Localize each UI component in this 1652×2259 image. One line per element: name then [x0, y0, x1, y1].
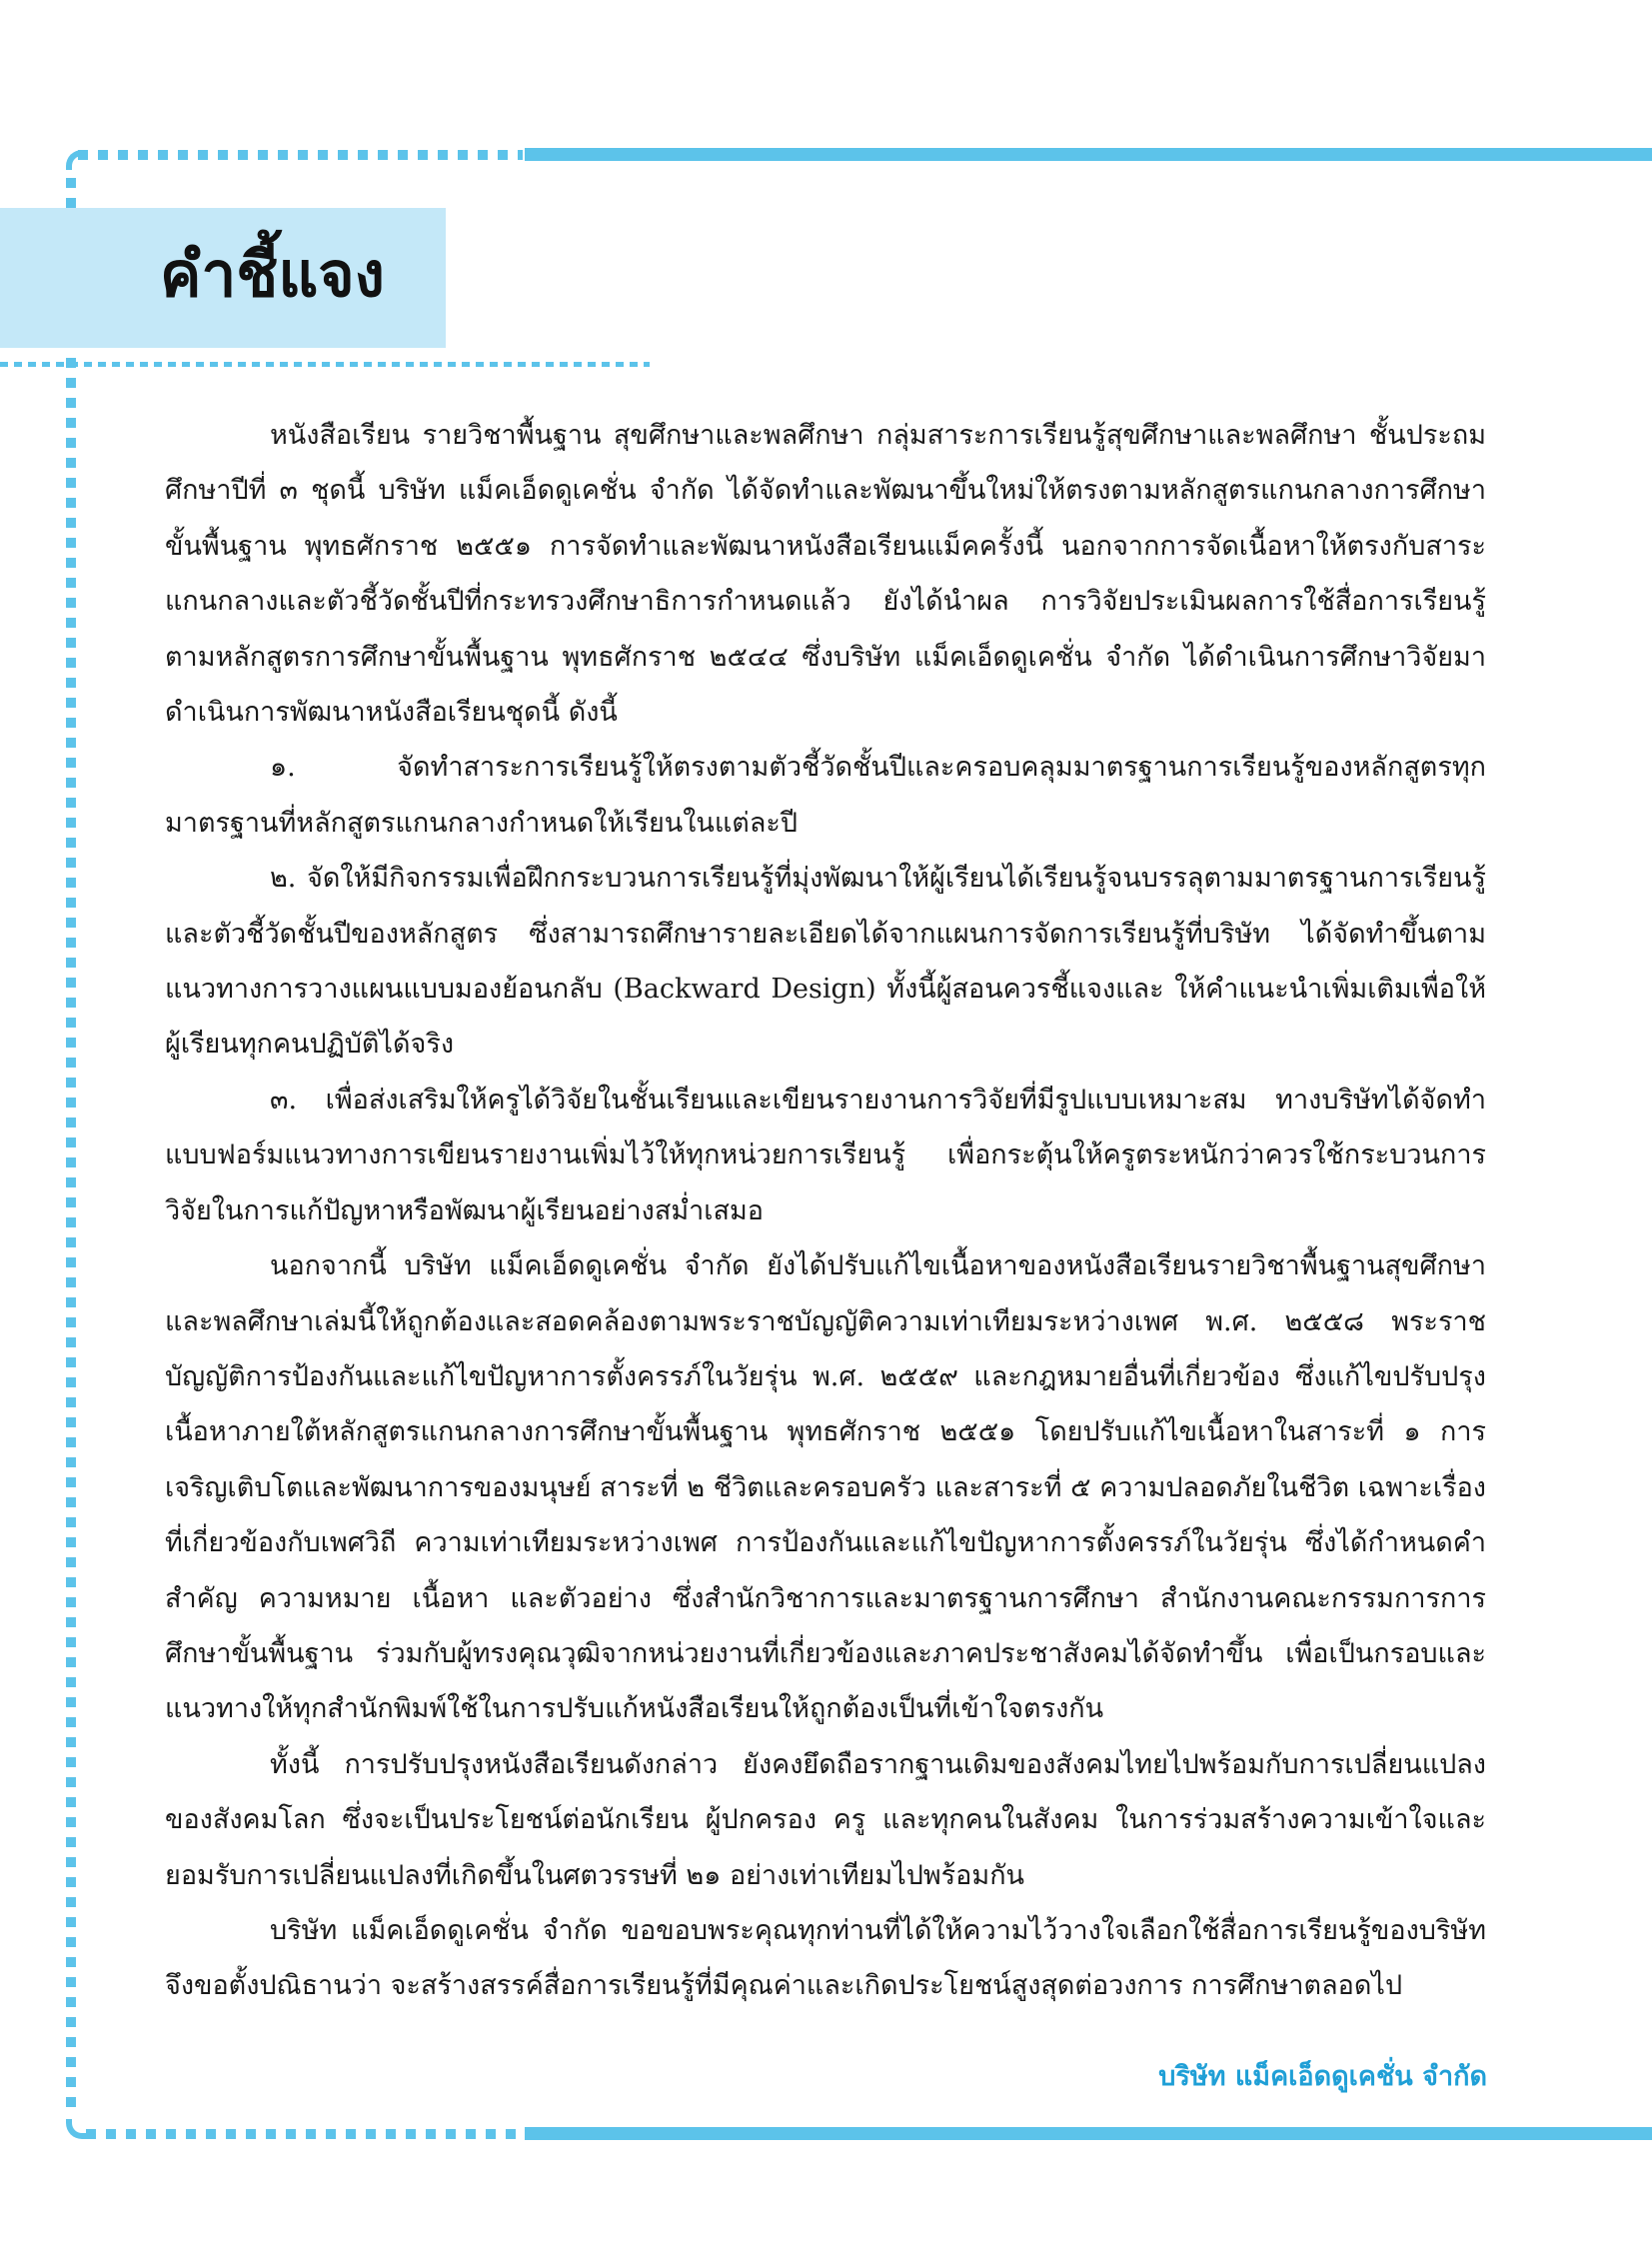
paragraph-revision: นอกจากนี้ บริษัท แม็คเอ็ดดูเคชั่น จำกัด ยังได้ปรับแก้ไขเนื้อหาของหนังสือเรียนรายวิชาพื้นฐานสุขศึกษาและพลศึกษาเล่มนี้ให้ถูกต้องและสอดคล้องตามพระราชบัญญัติความเท่าเทียมระหว่างเพศ พ.ศ. ๒๕๕๘ พระราชบัญญัติการป้องกันและแก้ไขปัญหาการตั้งครรภ์ในวัยรุ่น พ.ศ. ๒๕๕๙ และกฎหมายอื่นที่เกี่ยวข้อง ซึ่งแก้ไขปรับปรุงเนื้อหาภายใต้หลักสูตรแกนกลางการศึกษาขั้นพื้นฐาน พุทธศักราช ๒๕๕๑ โดยปรับแก้ไขเนื้อหาในสาระที่ ๑ การเจริญเติบโตและพัฒนาการของมนุษย์ สาระที่ ๒ ชีวิตและครอบครัว และสาระที่ ๕ ความปลอดภัยในชีวิต เฉพาะเรื่องที่เกี่ยวข้องกับเพศวิถี ความเท่าเทียมระหว่างเพศ การป้องกันและแก้ไขปัญหาการตั้งครรภ์ในวัยรุ่น ซึ่งได้กำหนดคำสำคัญ ความหมาย เนื้อหา และตัวอย่าง ซึ่งสำนักวิชาการและมาตรฐานการศึกษา สำนักงานคณะกรรมการการศึกษาขั้นพื้นฐาน ร่วมกับผู้ทรงคุณวุฒิจากหน่วยงานที่เกี่ยวข้องและภาคประชาสังคมได้จัดทำขึ้น เพื่อเป็นกรอบและแนวทางให้ทุกสำนักพิมพ์ใช้ในการปรับแก้หนังสือเรียนให้ถูกต้องเป็นที่เข้าใจตรงกัน — [165, 1250, 1486, 1725]
frame-left-dotted-line — [66, 178, 76, 2112]
paragraph-society: ทั้งนี้ การปรับปรุงหนังสือเรียนดังกล่าว ยังคงยึดถือรากฐานเดิมของสังคมไทยไปพร้อมกับการเปลี่ยนแปลงของสังคมโลก ซึ่งจะเป็นประโยชน์ต่อนักเรียน ผู้ปกครอง ครู และทุกคนในสังคม ในการร่วมสร้างความเข้าใจและยอมรับการเปลี่ยนแปลงที่เกิดขึ้นในศตวรรษที่ ๒๑ อย่างเท่าเทียมไปพร้อมกัน — [165, 1748, 1486, 1891]
title-underline-dots — [0, 362, 650, 367]
frame-top-bar — [525, 148, 1652, 161]
body-text — [165, 408, 1486, 2014]
paragraph-item-3: ๓. เพื่อส่งเสริมให้ครูได้วิจัยในชั้นเรียนและเขียนรายงานการวิจัยที่มีรูปแบบเหมาะสม ทางบริษัทได้จัดทำแบบฟอร์มแนวทางการเขียนรายงานเพิ่มไว้ให้ทุกหน่วยการเรียนรู้ เพื่อกระตุ้นให้ครูตระหนักว่าควรใช้กระบวนการวิจัยในการแก้ปัญหาหรือพัฒนาผู้เรียนอย่างสม่ำเสมอ — [165, 1084, 1486, 1226]
paragraph-thanks: บริษัท แม็คเอ็ดดูเคชั่น จำกัด ขอขอบพระคุณทุกท่านที่ได้ให้ความไว้วางใจเลือกใช้สื่อการเรียนรู้ของบริษัท จึงขอตั้งปณิธานว่า จะสร้างสรรค์สื่อการเรียนรู้ที่มีคุณค่าและเกิดประโยชน์สูงสุดต่อวงการ การศึกษาตลอดไป — [165, 1914, 1486, 2002]
frame-corner-bottom — [66, 2119, 86, 2139]
paragraph-intro: หนังสือเรียน รายวิชาพื้นฐาน สุขศึกษาและพลศึกษา กลุ่มสาระการเรียนรู้สุขศึกษาและพลศึกษา ชั้นประถมศึกษาปีที่ ๓ ชุดนี้ บริษัท แม็คเอ็ดดูเคชั่น จำกัด ได้จัดทำและพัฒนาขึ้นใหม่ให้ตรงตามหลักสูตรแกนกลางการศึกษาขั้นพื้นฐาน พุทธศักราช ๒๕๕๑ การจัดทำและพัฒนาหนังสือเรียนแม็คครั้งนี้ นอกจากการจัดเนื้อหาให้ตรงกับสาระแกนกลางและตัวชี้วัดชั้นปีที่กระทรวงศึกษาธิการกำหนดแล้ว ยังได้นำผล การวิจัยประเมินผลการใช้สื่อการเรียนรู้ตามหลักสูตรการศึกษาขั้นพื้นฐาน พุทธศักราช ๒๕๔๔ ซึ่งบริษัท แม็คเอ็ดดูเคชั่น จำกัด ได้ดำเนินการศึกษาวิจัยมาดำเนินการพัฒนาหนังสือเรียนชุดนี้ ดังนี้ — [165, 420, 1486, 729]
paragraph-item-1: ๑. จัดทำสาระการเรียนรู้ให้ตรงตามตัวชี้วัดชั้นปีและครอบคลุมมาตรฐานการเรียนรู้ของหลักสูตรทุกมาตรฐานที่หลักสูตรแกนกลางกำหนดให้เรียนในแต่ละปี — [165, 752, 1486, 839]
frame-bottom-dotted-line — [86, 2129, 523, 2139]
frame-top-dotted-line — [78, 150, 523, 160]
publisher-signature: บริษัท แม็คเอ็ดดูเคชั่น จำกัด — [1158, 2061, 1487, 2092]
page-title: คำชี้แจง — [160, 238, 385, 311]
paragraph-item-2: ๒. จัดให้มีกิจกรรมเพื่อฝึกกระบวนการเรียนรู้ที่มุ่งพัฒนาให้ผู้เรียนได้เรียนรู้จนบรรลุตามมาตรฐานการเรียนรู้และตัวชี้วัดชั้นปีของหลักสูตร ซึ่งสามารถศึกษารายละเอียดได้จากแผนการจัดการเรียนรู้ที่บริษัท ได้จัดทำขึ้นตามแนวทางการวางแผนแบบมองย้อนกลับ (Backward Design) ทั้งนี้ผู้สอนควรชี้แจงและ ให้คำแนะนำเพิ่มเติมเพื่อให้ผู้เรียนทุกคนปฏิบัติได้จริง — [165, 863, 1486, 1061]
frame-bottom-bar — [525, 2127, 1652, 2140]
